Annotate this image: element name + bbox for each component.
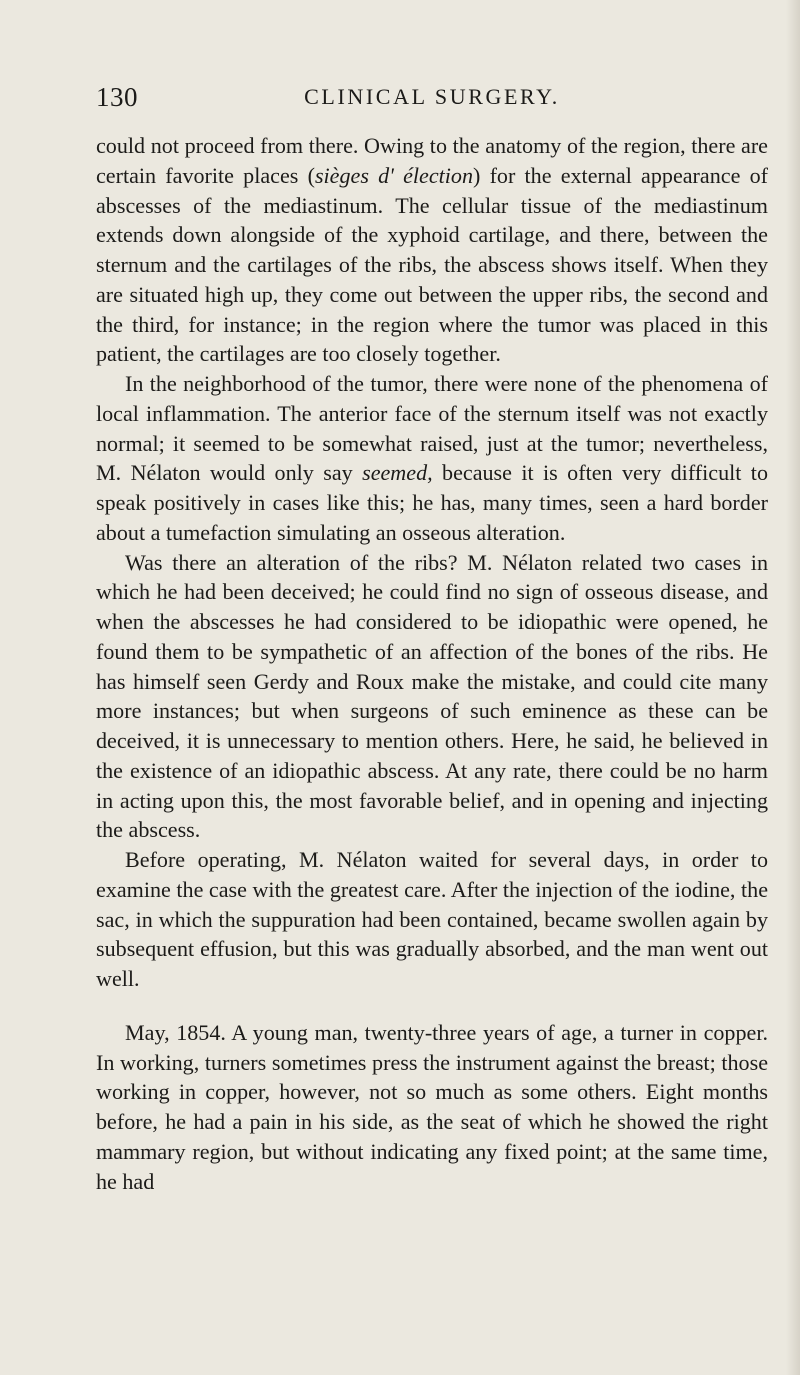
paragraph-1-text-b: ) for the external appearance of abscesses of the mediastinum. The cellular tissue of the mediastinum extends down alongside of the xyphoid cartilage, and there, between the sternum and the cartilages of the ribs, the abscess shows itself. When they are situated high up, they come out between the upper ribs, the second and the third, for instance; in the region where the tumor was placed in this patient, the cartilages are too closely together. bbox=[96, 162, 768, 367]
paragraph-3 bbox=[96, 548, 768, 846]
paragraph-2 bbox=[96, 369, 768, 548]
paragraph-4 bbox=[96, 845, 768, 994]
running-title: CLINICAL SURGERY. bbox=[304, 84, 560, 109]
running-head bbox=[96, 82, 768, 116]
paragraph-3-text: Was there an alteration of the ribs? M. Nélaton related two cases in which he had been deceived; he could find no sign of osseous disease, and when the abscesses he had considered to be idiopathic were opened, he found them to be sympathetic of an affection of the bones of the ribs. He has himself seen Gerdy and Roux make the mistake, and could cite many more instances; but when surgeons of such eminence as these can be deceived, it is unnecessary to mention others. Here, he said, he believed in the existence of an idiopathic abscess. At any rate, there could be no harm in acting upon this, the most favorable belief, and in opening and injecting the abscess. bbox=[96, 549, 768, 843]
paragraph-5 bbox=[96, 1018, 768, 1197]
paragraph-2-text-a: In the neighborhood of the tumor, there were none of the phenomena of local inflammation. The anterior face of the sternum itself was not exactly normal; it seemed to be somewhat raised, just at the tumor; nevertheless, M. Nélaton would only say bbox=[96, 371, 768, 486]
paragraph-1 bbox=[96, 131, 768, 369]
paragraph-2-text-b: because it is often very difficult to speak positively in cases like this; he has, many times, seen a hard border about a tumefaction simulating an osseous alteration. bbox=[96, 460, 768, 545]
paragraph-2-italic: seemed, bbox=[362, 460, 433, 486]
page-number: 130 bbox=[96, 82, 138, 112]
paragraph-4-text: Before operating, M. Nélaton waited for several days, in order to examine the case with the greatest care. After the injection of the iodine, the sac, in which the suppuration had been contained, became swollen again by subsequent effusion, but this was gradually absorbed, and the man went out well. bbox=[96, 847, 768, 991]
page-edge-shadow bbox=[786, 0, 800, 1375]
paragraph-1-italic: sièges d' élection bbox=[314, 162, 474, 188]
paragraph-1-text-a: could not proceed from there. Owing to the anatomy of the region, there are certain favorite places ( bbox=[96, 133, 768, 188]
body-text bbox=[96, 131, 768, 1196]
paragraph-5-text: May, 1854. A young man, twenty-three years of age, a turner in copper. In working, turners sometimes press the instrument against the breast; those working in copper, however, not so much as some others. Eight months before, he had a pain in his side, as the seat of which he showed the right mammary region, but without indicating any fixed point; at the same time, he had bbox=[96, 1019, 768, 1194]
